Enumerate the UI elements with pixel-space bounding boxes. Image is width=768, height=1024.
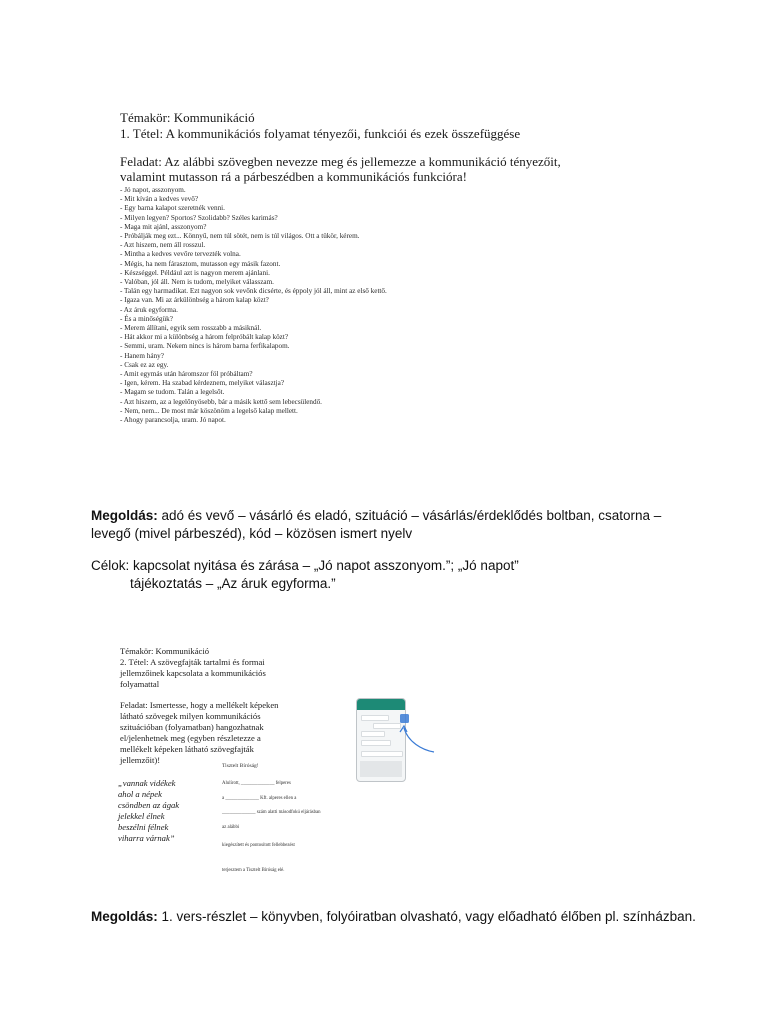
task-line: Feladat: Ismertesse, hogy a mellékelt képeken (120, 700, 279, 710)
dialogue-line: - Egy barna kalapot szeretnék venni. (120, 204, 225, 213)
dialogue-line: - Amit egymás után háromszor föl próbáltam? (120, 370, 253, 379)
task-line: szituációban (folyamatban) hangozhatnak (120, 722, 264, 732)
dialogue-line: - Magam se tudom. Talán a legelsőt. (120, 388, 225, 397)
task2-text (120, 700, 278, 766)
solution-label: Megoldás: (91, 508, 158, 523)
goals-line: Célok: kapcsolat nyitása és zárása – „Jó napot asszonyom.”; „Jó napot” (91, 558, 519, 573)
task-line: el/jelenhetnek meg (egyben részletezze a (120, 733, 261, 743)
poem-line: viharra várnak” (118, 833, 175, 843)
topic-label: Témakör: Kommunikáció (120, 110, 255, 125)
dialogue-line: - Merem állítani, egyik sem rosszabb a másiknál. (120, 324, 262, 333)
dialogue-line: - Semmi, uram. Nekem nincs is három barna ferfikalapom. (120, 342, 290, 351)
dialogue-line: - Igaza van. Mi az árkülönbség a három kalap közt? (120, 296, 269, 305)
dialogue-line: - Hanem hány? (120, 351, 164, 360)
form-line: az alábbi (222, 825, 240, 830)
poem-line: ahol a népek (118, 789, 162, 799)
goals-paragraph (91, 557, 519, 593)
dialogue-line: - Azt hiszem, nem áll rosszul. (120, 241, 206, 250)
solution2-paragraph (91, 908, 696, 926)
poem-line: jelekkel élnek (118, 811, 165, 821)
task-line: jellemzőit)! (120, 755, 161, 765)
thesis2-heading (120, 646, 266, 690)
poem-line: csöndben az ágak (118, 800, 180, 810)
poem-excerpt (118, 778, 179, 844)
keyboard (360, 761, 402, 777)
form-line: a ______________ Kft. alperes ellen a (222, 796, 297, 801)
thesis-line: folyamattal (120, 679, 160, 689)
goals-line: tájékoztatás – „Az áruk egyforma.” (130, 576, 336, 591)
dialogue-line: - Talán egy harmadikat. Ezt nagyon sok vevőnk dicsérte, és éppoly jól áll, mint az első kettő. (120, 287, 387, 296)
solution-text: adó és vevő – vásárló és eladó, szituáció – vásárlás/érdeklődés boltban, csatorna – levegő (mivel párbeszéd), kód – közösen ismert nyelv (91, 508, 662, 541)
dialogue-line: - Mit kíván a kedves vevő? (120, 195, 199, 204)
dialogue-line: - Maga mit ajánl, asszonyom? (120, 222, 207, 231)
arrow-icon (392, 708, 442, 758)
thesis-line: jellemzőinek kapcsolata a kommunikációs (120, 668, 266, 678)
solution-label: Megoldás: (91, 909, 158, 924)
chat-bubble (361, 740, 391, 746)
chat-bubble (361, 715, 389, 721)
form-line: terjesztem a Tisztelt Bíróság elé. (222, 868, 285, 873)
task1-text (120, 154, 561, 184)
dialogue-line: - Igen, kérem. Ha szabad kérdeznem, melyiket választja? (120, 379, 285, 388)
poem-line: „vannak vidékek (118, 778, 176, 788)
dialogue-line: - Milyen legyen? Sportos? Szolidabb? Széles karimás? (120, 213, 278, 222)
form-line: ______________ szám alatti másodfokú eljárásban (222, 810, 321, 815)
dialogue-line: - Próbálják meg ezt... Könnyű, nem túl sötét, nem is túl világos. Ott a tükör, kérem. (120, 232, 360, 241)
form-salutation: Tisztelt Bíróság! (222, 763, 259, 769)
task-line: valamint mutasson rá a párbeszédben a kommunikációs funkcióra! (120, 169, 467, 184)
thesis1-heading (120, 110, 520, 142)
topic-label: Témakör: Kommunikáció (120, 646, 210, 656)
task-line: Feladat: Az alábbi szövegben nevezze meg és jellemezze a kommunikáció tényezőit, (120, 154, 561, 169)
form-line: kiegészített és pontosított fellebbezést (222, 843, 295, 848)
dialogue-line: - Hát akkor mi a különbség a három felpróbált kalap közt? (120, 333, 289, 342)
dialogue-line: - És a minőségük? (120, 314, 173, 323)
thesis-title: 1. Tétel: A kommunikációs folyamat tényezői, funkciói és ezek összefüggése (120, 126, 521, 141)
solution1-paragraph (91, 507, 691, 543)
chat-bubble (361, 731, 385, 737)
form-line: Alulírott, ______________ felperes (222, 781, 291, 786)
dialogue-line: - Valóban, jól áll. Nem is tudom, melyiket válasszam. (120, 278, 274, 287)
dialogue-block (120, 186, 387, 425)
dialogue-line: - Azt hiszem, az a legelőnyösebb, bár a másik kettő sem lebecsülendő. (120, 397, 322, 406)
solution-text: 1. vers-részlet – könyvben, folyóiratban olvasható, vagy előadható élőben pl. színházban. (157, 909, 696, 924)
thesis-line: 2. Tétel: A szövegfajták tartalmi és formai (120, 657, 265, 667)
dialogue-line: - Az áruk egyforma. (120, 305, 178, 314)
task-line: látható szövegek milyen kommunikációs (120, 711, 261, 721)
task-line: mellékelt képeken látható szövegfajták (120, 744, 254, 754)
dialogue-line: - Nem, nem... De most már köszönöm a legelső kalap mellett. (120, 406, 298, 415)
dialogue-line: - Készséggel. Például azt is nagyon merem ajánlani. (120, 268, 270, 277)
dialogue-line: - Mégis, ha nem fárasztom, mutasson egy másik fazont. (120, 259, 281, 268)
poem-line: beszélni félnek (118, 822, 169, 832)
dialogue-line: - Csak ez az egy. (120, 360, 169, 369)
dialogue-line: - Mintha a kedves vevőre tervezték volna. (120, 250, 241, 259)
dialogue-line: - Jó napot, asszonyom. (120, 186, 186, 194)
dialogue-line: - Ahogy parancsolja, uram. Jó napot. (120, 416, 226, 425)
